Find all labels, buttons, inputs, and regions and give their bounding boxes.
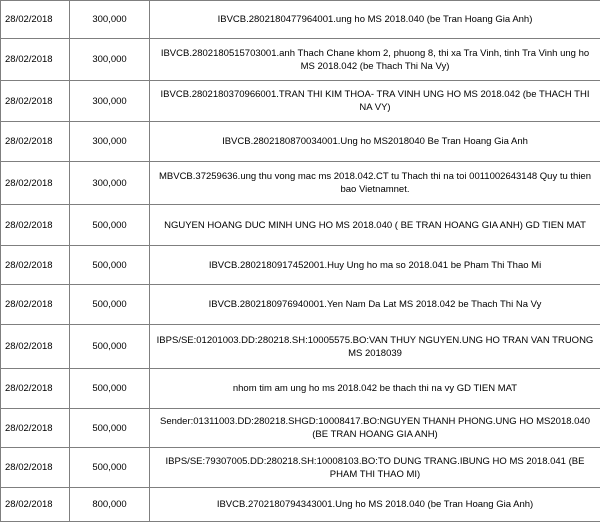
amount-cell: 300,000 (70, 122, 150, 162)
description-cell: IBPS/SE:79307005.DD:280218.SH:10008103.BO:TO DUNG TRANG.IBUNG HO MS 2018.041 (BE PHAM THI THAO MI) (150, 448, 600, 488)
amount-cell: 800,000 (70, 488, 150, 522)
table-row (1, 1, 600, 39)
description-cell: IBVCB.2802180870034001.Ung ho MS2018040 Be Tran Hoang Gia Anh (150, 122, 600, 162)
amount-cell: 500,000 (70, 285, 150, 325)
table-row (1, 488, 600, 522)
table-row (1, 369, 600, 409)
amount-cell: 300,000 (70, 39, 150, 81)
amount-cell: 500,000 (70, 325, 150, 369)
description-cell: nhom tim am ung ho ms 2018.042 be thach thi na vy GD TIEN MAT (150, 369, 600, 409)
date-cell: 28/02/2018 (1, 325, 70, 369)
date-cell: 28/02/2018 (1, 448, 70, 488)
description-cell: IBPS/SE:01201003.DD:280218.SH:10005575.BO:VAN THUY NGUYEN.UNG HO TRAN VAN TRUONG MS 2018039 (150, 325, 600, 369)
amount-cell: 500,000 (70, 369, 150, 409)
table-row (1, 285, 600, 325)
date-cell: 28/02/2018 (1, 205, 70, 246)
table-row (1, 122, 600, 162)
description-cell: IBVCB.2802180976940001.Yen Nam Da Lat MS 2018.042 be Thach Thi Na Vy (150, 285, 600, 325)
description-cell: IBVCB.2802180515703001.anh Thach Chane khom 2, phuong 8, thi xa Tra Vinh, tinh Tra Vinh ung ho MS 2018.042 (be Thach Thi Na Vy) (150, 39, 600, 81)
date-cell: 28/02/2018 (1, 162, 70, 205)
description-cell: IBVCB.2802180370966001.TRAN THI KIM THOA- TRA VINH UNG HO MS 2018.042 (be THACH THI NA VY) (150, 81, 600, 122)
description-cell: IBVCB.2802180917452001.Huy Ung ho ma so 2018.041 be Pham Thi Thao Mi (150, 246, 600, 285)
date-cell: 28/02/2018 (1, 369, 70, 409)
description-cell: NGUYEN HOANG DUC MINH UNG HO MS 2018.040 ( BE TRAN HOANG GIA ANH) GD TIEN MAT (150, 205, 600, 246)
date-cell: 28/02/2018 (1, 285, 70, 325)
date-cell: 28/02/2018 (1, 488, 70, 522)
table-row (1, 162, 600, 205)
date-cell: 28/02/2018 (1, 81, 70, 122)
amount-cell: 300,000 (70, 1, 150, 39)
table-row (1, 81, 600, 122)
date-cell: 28/02/2018 (1, 39, 70, 81)
table-row (1, 448, 600, 488)
date-cell: 28/02/2018 (1, 1, 70, 39)
amount-cell: 300,000 (70, 162, 150, 205)
date-cell: 28/02/2018 (1, 246, 70, 285)
table-row (1, 246, 600, 285)
amount-cell: 500,000 (70, 205, 150, 246)
description-cell: IBVCB.2702180794343001.Ung ho MS 2018.040 (be Tran Hoang Gia Anh) (150, 488, 600, 522)
donation-table-body (1, 1, 600, 522)
amount-cell: 500,000 (70, 448, 150, 488)
description-cell: Sender:01311003.DD:280218.SHGD:10008417.BO:NGUYEN THANH PHONG.UNG HO MS2018.040 (BE TRAN HOANG GIA ANH) (150, 409, 600, 448)
table-row (1, 409, 600, 448)
date-cell: 28/02/2018 (1, 409, 70, 448)
date-cell: 28/02/2018 (1, 122, 70, 162)
amount-cell: 500,000 (70, 409, 150, 448)
amount-cell: 500,000 (70, 246, 150, 285)
table-row (1, 325, 600, 369)
table-row (1, 205, 600, 246)
amount-cell: 300,000 (70, 81, 150, 122)
table-row (1, 39, 600, 81)
description-cell: MBVCB.37259636.ung thu vong mac ms 2018.042.CT tu Thach thi na toi 0011002643148 Quy tu thien bao Vietnamnet. (150, 162, 600, 205)
description-cell: IBVCB.2802180477964001.ung ho MS 2018.040 (be Tran Hoang Gia Anh) (150, 1, 600, 39)
